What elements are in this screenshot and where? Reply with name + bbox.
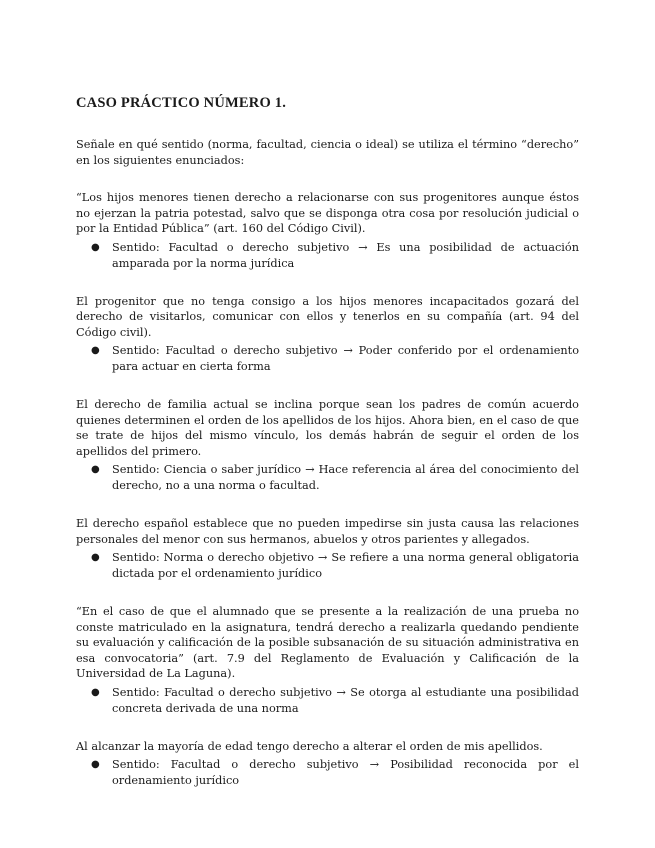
answer-item — [91, 757, 579, 789]
answer-item — [91, 685, 579, 717]
document-page — [76, 94, 579, 811]
page-title: CASO PRÁCTICO NÚMERO 1. — [76, 95, 287, 111]
answer-item — [91, 550, 579, 582]
answer-list — [76, 550, 579, 582]
answer-item — [91, 240, 579, 272]
answer-list — [76, 757, 579, 789]
answer-text: Sentido: Facultad o derecho subjetivo → Se otorga al estudiante una posibilidad concreta derivada de una norma — [112, 685, 579, 715]
answer-text: Sentido: Facultad o derecho subjetivo → Es una posibilidad de actuación amparada por la norma jurídica — [112, 240, 579, 270]
answer-item — [91, 462, 579, 494]
case-statement: El derecho de familia actual se inclina porque sean los padres de común acuerdo quienes determinen el orden de los apellidos de los hijos. Ahora bien, en el caso de que se trate de hijos del mismo vínculo, los demás habrán de seguir el orden de los apellidos del primero. — [76, 398, 579, 458]
answer-list — [76, 240, 579, 272]
case-statement: El progenitor que no tenga consigo a los hijos menores incapacitados gozará del derecho de visitarlos, comunicar con ellos y tenerlos en su compañía (art. 94 del Código civil). — [76, 294, 579, 339]
case-1 — [76, 190, 579, 272]
case-6 — [76, 739, 579, 790]
bullet-icon: ● — [91, 759, 100, 770]
intro-paragraph: Señale en qué sentido (norma, facultad, ciencia o ideal) se utiliza el término “derecho” en los siguientes enunciados: — [76, 138, 579, 167]
bullet-icon: ● — [91, 464, 100, 475]
answer-list — [76, 343, 579, 375]
case-3 — [76, 397, 579, 494]
case-2 — [76, 294, 579, 376]
answer-list — [76, 462, 579, 494]
bullet-icon: ● — [91, 552, 100, 563]
case-statement: Al alcanzar la mayoría de edad tengo derecho a alterar el orden de mis apellidos. — [76, 739, 543, 753]
case-statement: “En el caso de que el alumnado que se presente a la realización de una prueba no conste matriculado en la asignatura, tendrá derecho a realizarla quedando pendiente su evaluación y calificación de la posible subsanación de su situación administrativa en esa convocatoria” (art. 7.9 del Reglamento de Evaluación y Calificación de la Universidad de La Laguna). — [76, 605, 579, 680]
bullet-icon: ● — [91, 686, 100, 698]
bullet-icon: ● — [91, 345, 100, 356]
case-4 — [76, 516, 579, 582]
answer-list — [76, 685, 579, 717]
case-statement: El derecho español establece que no pueden impedirse sin justa causa las relaciones personales del menor con sus hermanos, abuelos y otros parientes y allegados. — [76, 517, 579, 546]
bullet-icon: ● — [91, 241, 100, 253]
case-statement: “Los hijos menores tienen derecho a relacionarse con sus progenitores aunque éstos no ejerzan la patria potestad, salvo que se disponga otra cosa por resolución judicial o por la Entidad Pública” (art. 160 del Código Civil). — [76, 191, 579, 235]
answer-item — [91, 343, 579, 375]
case-5 — [76, 604, 579, 717]
answer-text: Sentido: Facultad o derecho subjetivo → Poder conferido por el ordenamiento para actuar en cierta forma — [112, 344, 579, 373]
answer-text: Sentido: Ciencia o saber jurídico → Hace referencia al área del conocimiento del derecho, no a una norma o facultad. — [112, 463, 579, 492]
answer-text: Sentido: Facultad o derecho subjetivo → Posibilidad reconocida por el ordenamiento jurídico — [112, 758, 579, 787]
answer-text: Sentido: Norma o derecho objetivo → Se refiere a una norma general obligatoria dictada por el ordenamiento jurídico — [112, 551, 579, 580]
